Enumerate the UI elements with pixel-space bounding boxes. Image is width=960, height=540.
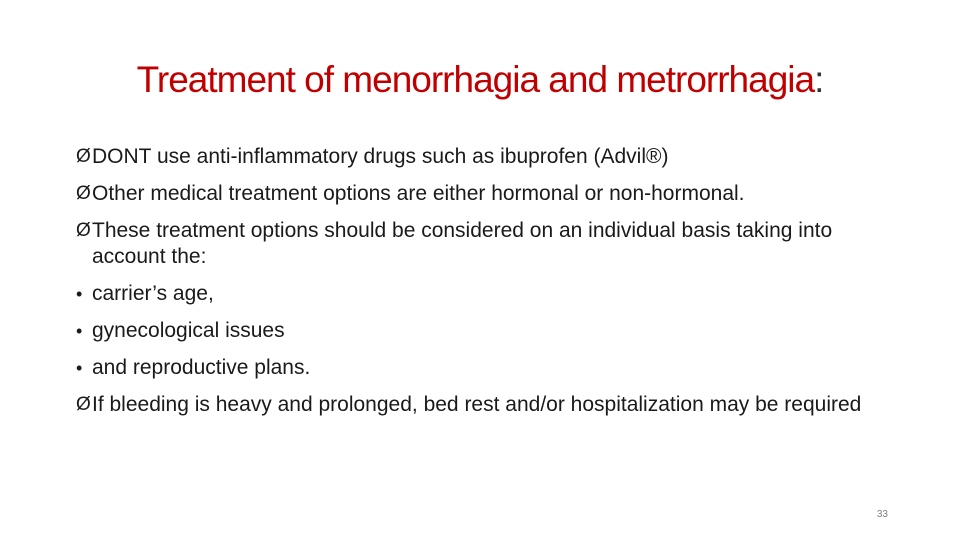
list-item (76, 144, 896, 170)
list-item (76, 181, 896, 207)
arrow-bullet-icon: Ø (76, 183, 91, 204)
list-item-text: carrier’s age, (92, 282, 214, 305)
list-item-text: Other medical treatment options are either hormonal or non-hormonal. (92, 182, 745, 205)
list-item-text: If bleeding is heavy and prolonged, bed rest and/or hospitalization may be required (92, 393, 862, 416)
list-item (76, 355, 896, 381)
slide-title (0, 56, 960, 104)
list-item (76, 218, 896, 270)
dot-bullet-icon: • (76, 284, 83, 304)
dot-bullet-icon: • (76, 321, 83, 341)
dot-bullet-icon: • (76, 358, 83, 378)
arrow-bullet-icon: Ø (76, 220, 91, 241)
arrow-bullet-icon: Ø (76, 146, 91, 167)
bullet-list (76, 144, 896, 429)
list-item-text: DONT use anti-inflammatory drugs such as ibuprofen (Advil®) (92, 145, 669, 168)
page-number: 33 (876, 509, 888, 520)
list-item (76, 392, 896, 418)
list-item-text: and reproductive plans. (92, 356, 311, 379)
list-item-text: gynecological issues (92, 319, 285, 342)
title-text: Treatment of menorrhagia and metrorrhagia (136, 59, 815, 100)
arrow-bullet-icon: Ø (76, 394, 91, 415)
list-item-text: These treatment options should be considered on an individual basis taking into account the: (92, 219, 833, 268)
list-item (76, 318, 896, 344)
list-item (76, 281, 896, 307)
title-colon: : (814, 59, 824, 100)
